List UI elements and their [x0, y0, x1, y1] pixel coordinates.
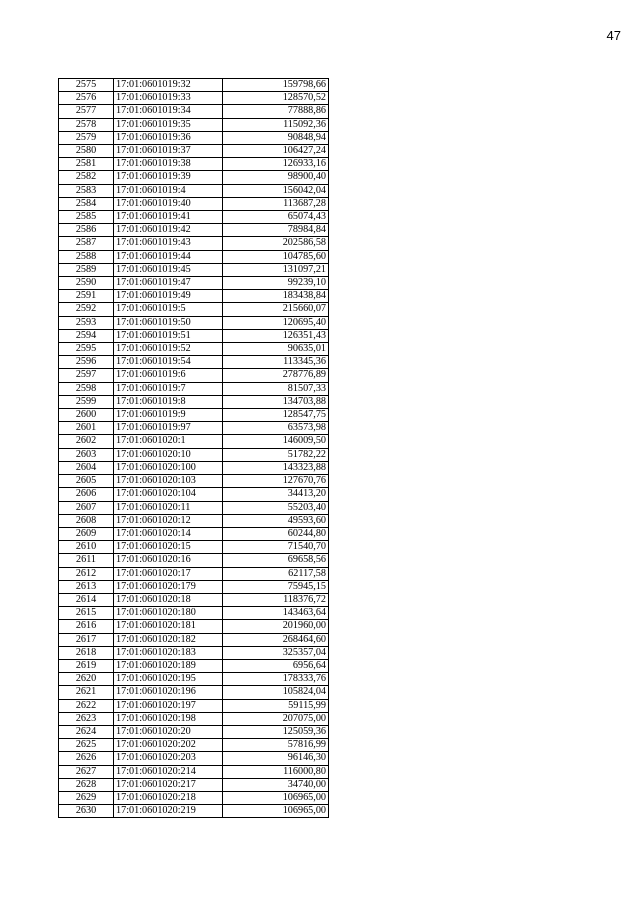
table-row [59, 409, 329, 422]
cadastral-number-cell: 17:01:0601019:7 [114, 382, 223, 395]
table-row [59, 395, 329, 408]
table-row [59, 448, 329, 461]
cadastral-value-cell: 96146,30 [223, 752, 329, 765]
cadastral-number-cell: 17:01:0601019:35 [114, 118, 223, 131]
cadastral-value-cell: 106427,24 [223, 145, 329, 158]
table-body [59, 79, 329, 818]
row-number-cell: 2609 [59, 527, 114, 540]
table-row [59, 356, 329, 369]
row-number-cell: 2595 [59, 343, 114, 356]
cadastral-number-cell: 17:01:0601019:32 [114, 79, 223, 92]
cadastral-value-cell: 90635,01 [223, 343, 329, 356]
cadastral-value-cell: 126351,43 [223, 329, 329, 342]
cadastral-value-cell: 65074,43 [223, 211, 329, 224]
cadastral-value-cell: 134703,88 [223, 395, 329, 408]
row-number-cell: 2596 [59, 356, 114, 369]
table-row [59, 567, 329, 580]
cadastral-number-cell: 17:01:0601019:6 [114, 369, 223, 382]
row-number-cell: 2577 [59, 105, 114, 118]
cadastral-value-cell: 202586,58 [223, 237, 329, 250]
cadastral-value-cell: 105824,04 [223, 686, 329, 699]
cadastral-value-cell: 201960,00 [223, 620, 329, 633]
cadastral-number-cell: 17:01:0601019:49 [114, 290, 223, 303]
table-row [59, 778, 329, 791]
row-number-cell: 2600 [59, 409, 114, 422]
table-row [59, 435, 329, 448]
cadastral-number-cell: 17:01:0601020:10 [114, 448, 223, 461]
cadastral-number-cell: 17:01:0601020:181 [114, 620, 223, 633]
row-number-cell: 2584 [59, 197, 114, 210]
cadastral-value-cell: 207075,00 [223, 712, 329, 725]
row-number-cell: 2617 [59, 633, 114, 646]
table-row [59, 369, 329, 382]
cadastral-number-cell: 17:01:0601019:4 [114, 184, 223, 197]
cadastral-value-cell: 159798,66 [223, 79, 329, 92]
table-row [59, 673, 329, 686]
table-row [59, 593, 329, 606]
cadastral-number-cell: 17:01:0601019:34 [114, 105, 223, 118]
table-row [59, 382, 329, 395]
table-row [59, 197, 329, 210]
cadastral-number-cell: 17:01:0601019:8 [114, 395, 223, 408]
cadastral-value-cell: 106965,00 [223, 805, 329, 818]
table-row [59, 501, 329, 514]
table-row [59, 343, 329, 356]
cadastral-value-cell: 215660,07 [223, 303, 329, 316]
table-row [59, 250, 329, 263]
row-number-cell: 2585 [59, 211, 114, 224]
table-row [59, 211, 329, 224]
row-number-cell: 2589 [59, 263, 114, 276]
row-number-cell: 2576 [59, 92, 114, 105]
cadastral-value-cell: 99239,10 [223, 277, 329, 290]
row-number-cell: 2622 [59, 699, 114, 712]
cadastral-number-cell: 17:01:0601020:183 [114, 646, 223, 659]
cadastral-value-cell: 34740,00 [223, 778, 329, 791]
cadastral-number-cell: 17:01:0601020:100 [114, 461, 223, 474]
cadastral-number-cell: 17:01:0601020:1 [114, 435, 223, 448]
cadastral-value-cell: 6956,64 [223, 659, 329, 672]
table-row [59, 171, 329, 184]
table-row [59, 79, 329, 92]
row-number-cell: 2605 [59, 475, 114, 488]
cadastral-number-cell: 17:01:0601019:51 [114, 329, 223, 342]
row-number-cell: 2628 [59, 778, 114, 791]
row-number-cell: 2630 [59, 805, 114, 818]
table-row [59, 712, 329, 725]
cadastral-value-cell: 178333,76 [223, 673, 329, 686]
cadastral-value-cell: 143463,64 [223, 607, 329, 620]
row-number-cell: 2604 [59, 461, 114, 474]
cadastral-value-cell: 127670,76 [223, 475, 329, 488]
cadastral-number-cell: 17:01:0601020:189 [114, 659, 223, 672]
cadastral-number-cell: 17:01:0601019:33 [114, 92, 223, 105]
cadastral-number-cell: 17:01:0601020:16 [114, 554, 223, 567]
table-row [59, 237, 329, 250]
table-row [59, 699, 329, 712]
cadastral-value-cell: 268464,60 [223, 633, 329, 646]
cadastral-number-cell: 17:01:0601020:18 [114, 593, 223, 606]
cadastral-number-cell: 17:01:0601020:196 [114, 686, 223, 699]
cadastral-value-cell: 128547,75 [223, 409, 329, 422]
row-number-cell: 2597 [59, 369, 114, 382]
cadastral-number-cell: 17:01:0601019:45 [114, 263, 223, 276]
cadastral-value-cell: 77888,86 [223, 105, 329, 118]
cadastral-number-cell: 17:01:0601020:179 [114, 580, 223, 593]
cadastral-value-cell: 75945,15 [223, 580, 329, 593]
cadastral-value-cell: 143323,88 [223, 461, 329, 474]
row-number-cell: 2624 [59, 725, 114, 738]
cadastral-number-cell: 17:01:0601020:17 [114, 567, 223, 580]
row-number-cell: 2607 [59, 501, 114, 514]
cadastral-value-cell: 115092,36 [223, 118, 329, 131]
cadastral-value-cell: 49593,60 [223, 514, 329, 527]
row-number-cell: 2592 [59, 303, 114, 316]
row-number-cell: 2587 [59, 237, 114, 250]
row-number-cell: 2583 [59, 184, 114, 197]
row-number-cell: 2575 [59, 79, 114, 92]
cadastral-number-cell: 17:01:0601019:50 [114, 316, 223, 329]
cadastral-value-cell: 116000,80 [223, 765, 329, 778]
cadastral-value-cell: 125059,36 [223, 725, 329, 738]
cadastral-value-cell: 120695,40 [223, 316, 329, 329]
table-row [59, 316, 329, 329]
row-number-cell: 2582 [59, 171, 114, 184]
cadastral-number-cell: 17:01:0601020:217 [114, 778, 223, 791]
row-number-cell: 2602 [59, 435, 114, 448]
row-number-cell: 2578 [59, 118, 114, 131]
cadastral-number-cell: 17:01:0601019:52 [114, 343, 223, 356]
table-row [59, 422, 329, 435]
row-number-cell: 2601 [59, 422, 114, 435]
table-row [59, 329, 329, 342]
cadastral-value-cell: 156042,04 [223, 184, 329, 197]
row-number-cell: 2627 [59, 765, 114, 778]
row-number-cell: 2599 [59, 395, 114, 408]
table-row [59, 475, 329, 488]
cadastral-value-cell: 131097,21 [223, 263, 329, 276]
table-row [59, 620, 329, 633]
cadastral-value-cell: 113687,28 [223, 197, 329, 210]
table-row [59, 488, 329, 501]
row-number-cell: 2623 [59, 712, 114, 725]
cadastral-number-cell: 17:01:0601019:44 [114, 250, 223, 263]
table-row [59, 765, 329, 778]
cadastral-value-cell: 278776,89 [223, 369, 329, 382]
table-row [59, 290, 329, 303]
table-row [59, 118, 329, 131]
table-row [59, 725, 329, 738]
table-row [59, 527, 329, 540]
cadastral-number-cell: 17:01:0601020:104 [114, 488, 223, 501]
row-number-cell: 2615 [59, 607, 114, 620]
cadastral-number-cell: 17:01:0601020:202 [114, 739, 223, 752]
row-number-cell: 2619 [59, 659, 114, 672]
cadastral-value-cell: 63573,98 [223, 422, 329, 435]
cadastral-number-cell: 17:01:0601019:41 [114, 211, 223, 224]
row-number-cell: 2611 [59, 554, 114, 567]
row-number-cell: 2629 [59, 791, 114, 804]
cadastral-number-cell: 17:01:0601020:182 [114, 633, 223, 646]
row-number-cell: 2612 [59, 567, 114, 580]
cadastral-number-cell: 17:01:0601019:38 [114, 158, 223, 171]
table-row [59, 607, 329, 620]
cadastral-number-cell: 17:01:0601020:15 [114, 541, 223, 554]
cadastral-number-cell: 17:01:0601019:9 [114, 409, 223, 422]
cadastral-value-cell: 51782,22 [223, 448, 329, 461]
cadastral-value-cell: 183438,84 [223, 290, 329, 303]
table-row [59, 739, 329, 752]
table-row [59, 554, 329, 567]
cadastral-value-cell: 62117,58 [223, 567, 329, 580]
cadastral-value-cell: 57816,99 [223, 739, 329, 752]
row-number-cell: 2606 [59, 488, 114, 501]
cadastral-value-table [58, 78, 329, 818]
cadastral-number-cell: 17:01:0601019:42 [114, 224, 223, 237]
row-number-cell: 2586 [59, 224, 114, 237]
cadastral-number-cell: 17:01:0601019:37 [114, 145, 223, 158]
cadastral-value-cell: 128570,52 [223, 92, 329, 105]
cadastral-number-cell: 17:01:0601019:54 [114, 356, 223, 369]
table-row [59, 131, 329, 144]
table-row [59, 92, 329, 105]
table-row [59, 791, 329, 804]
cadastral-value-cell: 325357,04 [223, 646, 329, 659]
cadastral-number-cell: 17:01:0601020:203 [114, 752, 223, 765]
table-row [59, 646, 329, 659]
cadastral-number-cell: 17:01:0601019:43 [114, 237, 223, 250]
table-row [59, 158, 329, 171]
row-number-cell: 2593 [59, 316, 114, 329]
cadastral-value-cell: 71540,70 [223, 541, 329, 554]
table-row [59, 633, 329, 646]
table-row [59, 752, 329, 765]
row-number-cell: 2616 [59, 620, 114, 633]
cadastral-number-cell: 17:01:0601020:12 [114, 514, 223, 527]
table-row [59, 184, 329, 197]
table-row [59, 303, 329, 316]
cadastral-value-cell: 104785,60 [223, 250, 329, 263]
row-number-cell: 2610 [59, 541, 114, 554]
table-row [59, 580, 329, 593]
table-row [59, 514, 329, 527]
table-row [59, 145, 329, 158]
cadastral-value-cell: 118376,72 [223, 593, 329, 606]
cadastral-value-cell: 34413,20 [223, 488, 329, 501]
page-number: 47 [606, 28, 621, 43]
row-number-cell: 2608 [59, 514, 114, 527]
row-number-cell: 2581 [59, 158, 114, 171]
table-row [59, 659, 329, 672]
cadastral-number-cell: 17:01:0601020:195 [114, 673, 223, 686]
cadastral-number-cell: 17:01:0601019:39 [114, 171, 223, 184]
row-number-cell: 2588 [59, 250, 114, 263]
cadastral-value-cell: 55203,40 [223, 501, 329, 514]
row-number-cell: 2579 [59, 131, 114, 144]
row-number-cell: 2603 [59, 448, 114, 461]
cadastral-value-cell: 60244,80 [223, 527, 329, 540]
row-number-cell: 2613 [59, 580, 114, 593]
row-number-cell: 2614 [59, 593, 114, 606]
cadastral-number-cell: 17:01:0601019:5 [114, 303, 223, 316]
row-number-cell: 2625 [59, 739, 114, 752]
cadastral-number-cell: 17:01:0601020:219 [114, 805, 223, 818]
row-number-cell: 2590 [59, 277, 114, 290]
cadastral-value-cell: 69658,56 [223, 554, 329, 567]
cadastral-value-cell: 146009,50 [223, 435, 329, 448]
cadastral-number-cell: 17:01:0601020:14 [114, 527, 223, 540]
table-row [59, 263, 329, 276]
cadastral-value-cell: 106965,00 [223, 791, 329, 804]
row-number-cell: 2626 [59, 752, 114, 765]
table-row [59, 461, 329, 474]
table-row [59, 541, 329, 554]
cadastral-number-cell: 17:01:0601020:218 [114, 791, 223, 804]
row-number-cell: 2580 [59, 145, 114, 158]
cadastral-number-cell: 17:01:0601020:11 [114, 501, 223, 514]
cadastral-value-cell: 98900,40 [223, 171, 329, 184]
cadastral-number-cell: 17:01:0601019:47 [114, 277, 223, 290]
cadastral-number-cell: 17:01:0601019:97 [114, 422, 223, 435]
cadastral-value-cell: 126933,16 [223, 158, 329, 171]
cadastral-number-cell: 17:01:0601020:180 [114, 607, 223, 620]
cadastral-number-cell: 17:01:0601020:197 [114, 699, 223, 712]
cadastral-number-cell: 17:01:0601020:20 [114, 725, 223, 738]
cadastral-value-cell: 90848,94 [223, 131, 329, 144]
cadastral-number-cell: 17:01:0601019:40 [114, 197, 223, 210]
row-number-cell: 2598 [59, 382, 114, 395]
table-row [59, 686, 329, 699]
cadastral-value-cell: 78984,84 [223, 224, 329, 237]
cadastral-value-cell: 113345,36 [223, 356, 329, 369]
cadastral-number-cell: 17:01:0601020:214 [114, 765, 223, 778]
cadastral-number-cell: 17:01:0601019:36 [114, 131, 223, 144]
cadastral-value-cell: 81507,33 [223, 382, 329, 395]
cadastral-number-cell: 17:01:0601020:103 [114, 475, 223, 488]
row-number-cell: 2620 [59, 673, 114, 686]
table-row [59, 105, 329, 118]
table-row [59, 805, 329, 818]
row-number-cell: 2621 [59, 686, 114, 699]
cadastral-value-cell: 59115,99 [223, 699, 329, 712]
row-number-cell: 2618 [59, 646, 114, 659]
row-number-cell: 2591 [59, 290, 114, 303]
cadastral-number-cell: 17:01:0601020:198 [114, 712, 223, 725]
table-row [59, 277, 329, 290]
table-row [59, 224, 329, 237]
row-number-cell: 2594 [59, 329, 114, 342]
